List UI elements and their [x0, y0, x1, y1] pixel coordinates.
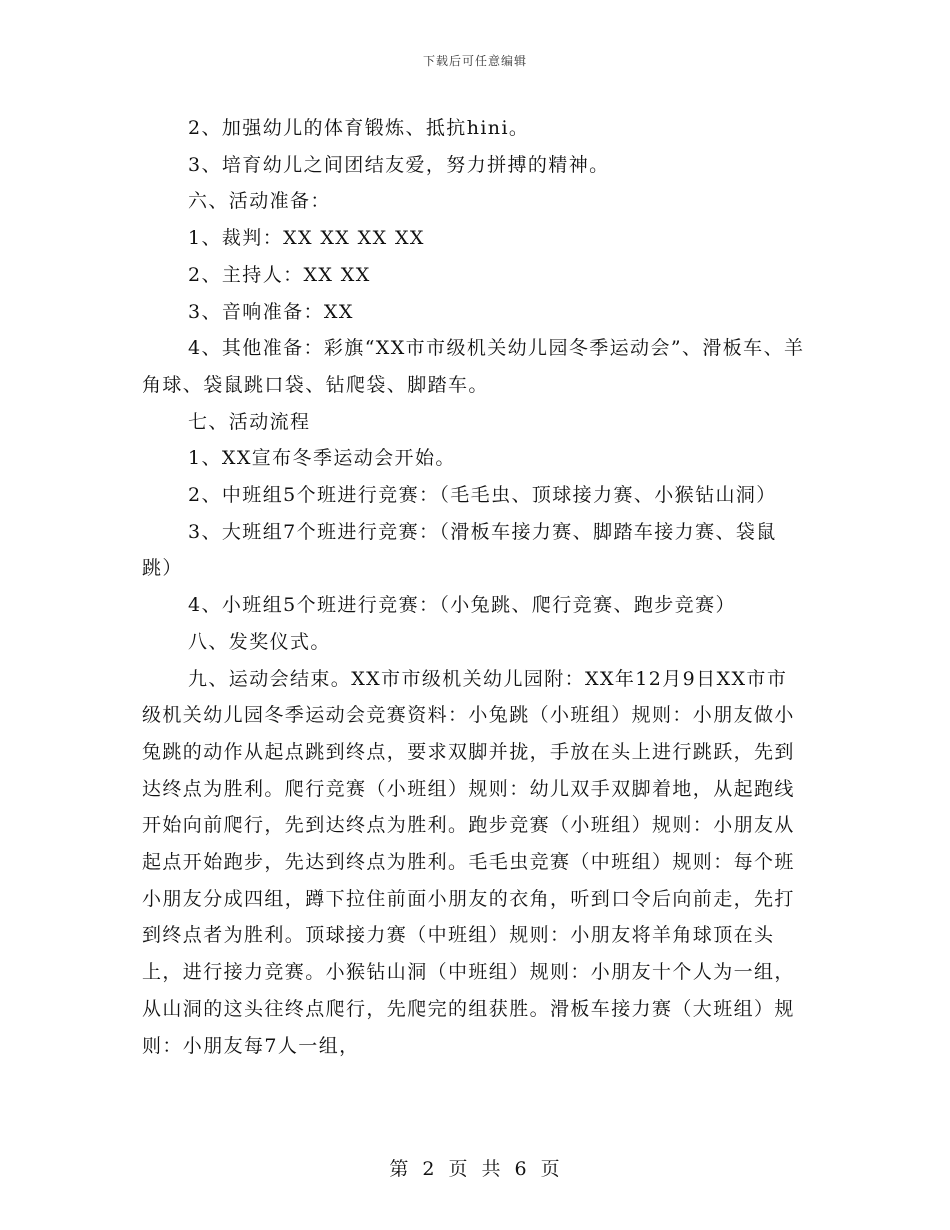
paragraph-process-4: 4、小班组5个班进行竞赛：（小兔跳、爬行竞赛、跑步竞赛）: [188, 594, 736, 617]
paragraph-other-preparation: 4、其他准备：彩旗“XX市市级机关幼儿园冬季运动会”、滑板车、羊角球、袋鼠跳口袋、钻爬袋、脚踏车。: [142, 337, 805, 396]
section-heading-awards: 八、发奖仪式。: [188, 630, 331, 653]
paragraph-audio: 3、音响准备：XX: [188, 300, 354, 323]
page-footer: 第 2 页 共 6 页: [389, 1158, 561, 1180]
section-heading-preparation: 六、活动准备：: [188, 190, 331, 213]
paragraph-closing-rules: 九、运动会结束。XX市市级机关幼儿园附：XX年12月9日XX市市级机关幼儿园冬季运动会竞赛资料：小兔跳（小班组）规则：小朋友做小兔跳的动作从起点跳到终点，要求双脚并拢，手放在头上进行跳跃，先到达终点为胜利。爬行竞赛（小班组）规则：幼儿双手双脚着地，从起跑线开始向前爬行，先到达终点为胜利。跑步竞赛（小班组）规则：小朋友从起点开始跑步，先达到终点为胜利。毛毛虫竞赛（中班组）规则：每个班小朋友分成四组，蹲下拉住前面小朋友的衣角，听到口令后向前走，先打到终点者为胜利。顶球接力赛（中班组）规则：小朋友将羊角球顶在头上，进行接力竞赛。小猴钻山洞（中班组）规则：小朋友十个人为一组，从山洞的这头往终点爬行，先爬完的组获胜。滑板车接力赛（大班组）规则：小朋友每7人一组，: [142, 667, 795, 1057]
paragraph-process-3: 3、大班组7个班进行竞赛：（滑板车接力赛、脚踏车接力赛、袋鼠跳）: [142, 520, 777, 580]
page-header: 下载后可任意编辑: [422, 54, 527, 68]
paragraph-process-1: 1、XX宣布冬季运动会开始。: [188, 447, 456, 470]
paragraph-referee: 1、裁判：XX XX XX XX: [188, 227, 425, 250]
paragraph-goal-3: 3、培育幼儿之间团结友爱，努力拼搏的精神。: [188, 153, 610, 176]
paragraph-host: 2、主持人：XX XX: [188, 263, 371, 286]
paragraph-process-2: 2、中班组5个班进行竞赛：（毛毛虫、顶球接力赛、小猴钻山洞）: [188, 484, 777, 507]
section-heading-process: 七、活动流程: [188, 410, 311, 433]
document-body: [142, 110, 806, 1064]
paragraph-goal-2: 2、加强幼儿的体育锻炼、抵抗hini。: [188, 117, 530, 139]
